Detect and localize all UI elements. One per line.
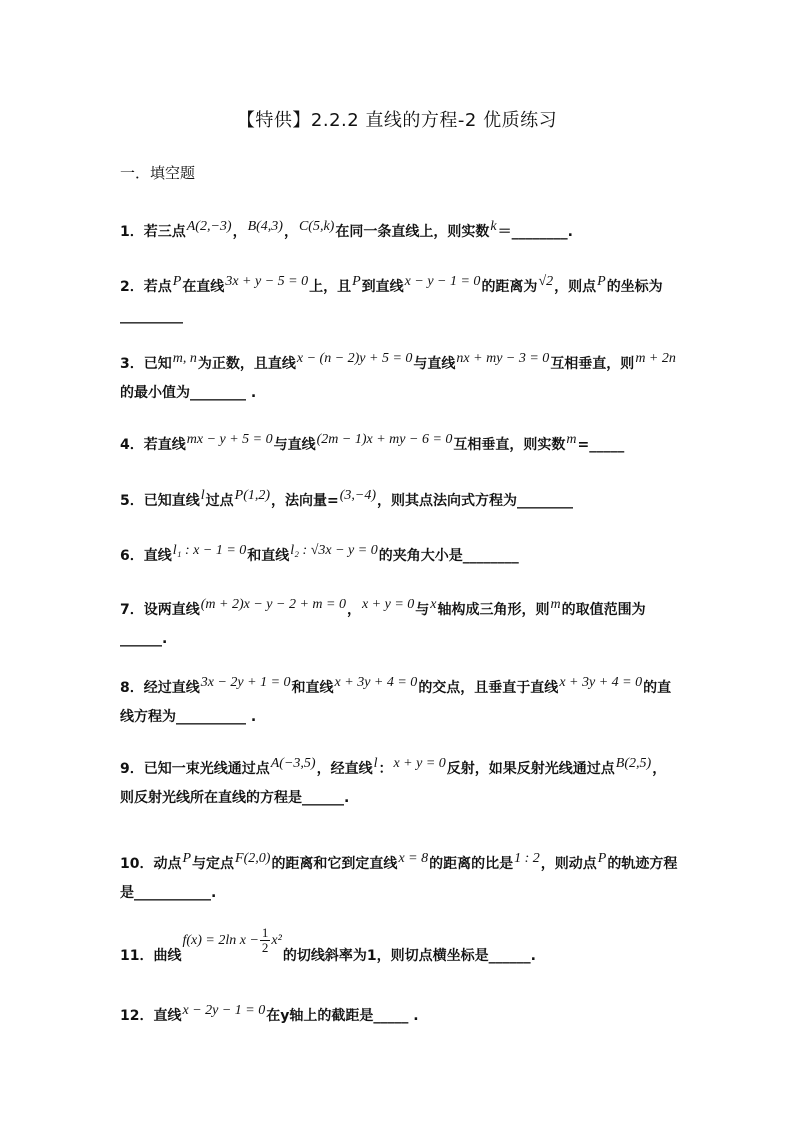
math-formula: P: [352, 274, 361, 289]
answer-blank: =_____: [577, 437, 625, 453]
answer-blank: 在y轴上的截距是_____ .: [266, 1008, 419, 1024]
math-formula: (m + 2)x − y − 2 + m = 0: [200, 597, 346, 612]
math-formula: P: [182, 851, 192, 866]
question-12: 12．直线x − 2y − 1 = 0在y轴上的截距是_____ .: [120, 1003, 419, 1024]
answer-blank: ，则其点法向式方程为________: [377, 493, 574, 509]
math-formula: B(2,5): [615, 756, 652, 771]
answer-blank: 的坐标为_________: [120, 279, 663, 324]
math-formula: x − y − 1 = 0: [404, 274, 481, 289]
math-formula: m: [550, 597, 561, 612]
answer-blank: 的最小值为________ .: [120, 385, 257, 401]
math-formula: x + y = 0: [393, 756, 446, 771]
answer-blank: ，则反射光线所在直线的方程是______.: [120, 761, 667, 806]
math-formula: x = 8: [398, 851, 429, 866]
question-6: 6．直线l₁ : x − 1 = 0和直线l₂ : √3x − y = 0的夹角大小是________: [120, 543, 519, 564]
answer-blank: 的夹角大小是________: [378, 548, 519, 564]
math-formula: (3,−4): [339, 488, 377, 503]
math-formula: l: [200, 488, 205, 503]
section-heading: 一．填空题: [120, 164, 196, 182]
math-formula: m + 2n: [635, 351, 676, 366]
question-2: 2．若点P在直线3x + y − 5 = 0上，且P到直线x − y − 1 = 0的距离为√2，则点P的坐标为_________: [120, 274, 663, 324]
math-formula: m, n: [172, 351, 197, 366]
math-formula: l: [373, 756, 378, 771]
math-formula: 3x + y − 5 = 0: [225, 274, 309, 289]
math-formula: x + 3y + 4 = 0: [559, 675, 643, 690]
fraction: $\frac{1}{2}$: [261, 924, 269, 955]
question-9: 9．已知一束光线通过点A(−3,5)，经直线l：x + y = 0反射，如果反射光线通过点B(2,5)，则反射光线所在直线的方程是______.: [120, 756, 667, 806]
question-1: 1．若三点A(2,−3)，B(4,3)，C(5,k)在同一条直线上，则实数k＝________.: [120, 219, 573, 240]
math-formula: k: [490, 219, 497, 234]
question-7: 7．设两直线(m + 2)x − y − 2 + m = 0，x + y = 0与x轴构成三角形，则m的取值范围为______.: [120, 597, 646, 647]
question-11: 11．曲线f(x) = 2ln x − $\frac{1}{2}$ x²的切线斜率为1，则切点横坐标是______.: [120, 924, 536, 964]
math-formula: m: [566, 432, 577, 447]
math-formula: 3x − 2y + 1 = 0: [200, 675, 291, 690]
math-formula: x − 2y − 1 = 0: [182, 1003, 266, 1018]
math-formula: x − (n − 2)y + 5 = 0: [296, 351, 413, 366]
math-formula: x + 3y + 4 = 0: [334, 675, 418, 690]
math-formula: P(1,2): [234, 488, 271, 503]
question-4: 4．若直线mx − y + 5 = 0与直线(2m − 1)x + my − 6 = 0互相垂直，则实数m=_____: [120, 432, 625, 453]
question-3: 3．已知m, n为正数，且直线x − (n − 2)y + 5 = 0与直线nx + my − 3 = 0互相垂直，则m + 2n的最小值为________ .: [120, 351, 676, 401]
math-formula: P: [597, 851, 607, 866]
math-formula: x + y = 0: [361, 597, 415, 612]
question-10: 10．动点P与定点F(2,0)的距离和它到定直线x = 8的距离的比是1 : 2，则动点P的轨迹方程是___________.: [120, 851, 678, 901]
math-formula: 1 : 2: [514, 851, 540, 866]
answer-blank: 的轨迹方程是___________.: [120, 856, 678, 901]
math-formula: F(2,0): [235, 851, 271, 866]
math-formula: x: [430, 597, 437, 612]
math-formula: f(x) = 2ln x − $\frac{1}{2}$ x²: [182, 924, 282, 955]
answer-blank: 的直线方程为__________ .: [120, 680, 672, 725]
math-formula: (2m − 1)x + my − 6 = 0: [316, 432, 453, 447]
math-formula: mx − y + 5 = 0: [186, 432, 273, 447]
math-formula: A(2,−3): [186, 219, 232, 234]
math-formula: √2: [538, 274, 554, 289]
question-5: 5．已知直线l过点P(1,2)，法向量=(3,−4)，则其点法向式方程为________: [120, 488, 574, 509]
question-8: 8．经过直线3x − 2y + 1 = 0和直线x + 3y + 4 = 0的交点，且垂直于直线x + 3y + 4 = 0的直线方程为__________ .: [120, 675, 672, 725]
math-formula: l₂ : √3x − y = 0: [290, 543, 378, 558]
math-formula: A(−3,5): [270, 756, 316, 771]
math-formula: l₁ : x − 1 = 0: [172, 543, 247, 558]
answer-blank: 的切线斜率为1，则切点横坐标是______.: [282, 948, 536, 964]
math-formula: nx + my − 3 = 0: [456, 351, 550, 366]
answer-blank: 的取值范围为______.: [120, 602, 646, 647]
math-formula: P: [597, 274, 606, 289]
page-title: 【特供】2.2.2 直线的方程-2 优质练习: [236, 110, 558, 131]
answer-blank: ＝________.: [497, 224, 573, 240]
math-formula: C(5,k): [298, 219, 335, 234]
math-formula: B(4,3): [247, 219, 283, 234]
math-formula: P: [172, 274, 182, 289]
